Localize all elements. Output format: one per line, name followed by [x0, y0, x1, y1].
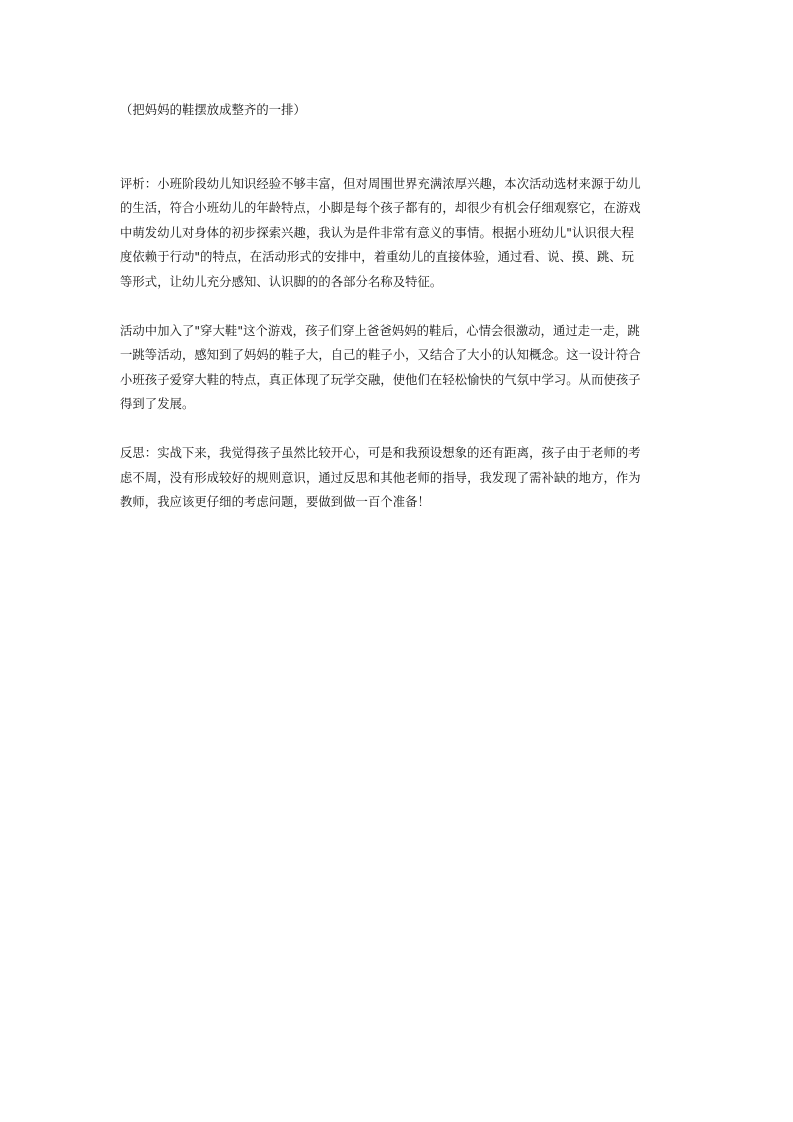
reflection-line: 虑不周，没有形成较好的规则意识，通过反思和其他老师的指导，我发现了需补缺的地方，作为 [120, 470, 641, 485]
evaluation-line: 中萌发幼儿对身体的初步探索兴趣，我认为是件非常有意义的事情。根据小班幼儿"认识很大程 [120, 225, 635, 240]
game-line: 小班孩子爱穿大鞋的特点，真正体现了玩学交融，使他们在轻松愉快的气氛中学习。从而使孩子 [120, 372, 641, 387]
paragraph-spacer [120, 417, 680, 442]
reflection-line: 教师，我应该更仔细的考虑问题，要做到做一百个准备！ [120, 495, 430, 509]
game-paragraph [120, 319, 680, 417]
paragraph-spacer [120, 123, 680, 148]
paragraph-spacer [120, 147, 680, 172]
reflection-line: 反思：实战下来，我觉得孩子虽然比较开心，可是和我预设想象的还有距离，孩子由于老师的考 [120, 446, 641, 460]
evaluation-line: 等形式，让幼儿充分感知、认识脚的的各部分名称及特征。 [120, 274, 443, 289]
game-line: 得到了发展。 [120, 397, 195, 411]
caption-line: （把妈妈的鞋摆放成整齐的一排） [120, 103, 306, 117]
evaluation-line: 评析：小班阶段幼儿知识经验不够丰富，但对周围世界充满浓厚兴趣，本次活动选材来源于幼儿 [120, 176, 641, 191]
paragraph-spacer [120, 294, 680, 319]
evaluation-paragraph [120, 172, 680, 295]
evaluation-line: 度依赖于行动"的特点，在活动形式的安排中，着重幼儿的直接体验，通过看、说、摸、跳、玩 [120, 250, 635, 264]
game-line: 活动中加入了"穿大鞋"这个游戏，孩子们穿上爸爸妈妈的鞋后，心情会很激动，通过走一走，跳 [120, 323, 640, 338]
evaluation-line: 的生活，符合小班幼儿的年龄特点，小脚是每个孩子都有的，却很少有机会仔细观察它，在游戏 [120, 201, 641, 215]
document-body [120, 98, 680, 515]
game-line: 一跳等活动，感知到了妈妈的鞋子大，自己的鞋子小，又结合了大小的认知概念。这一设计符合 [120, 348, 641, 362]
reflection-paragraph [120, 441, 680, 515]
